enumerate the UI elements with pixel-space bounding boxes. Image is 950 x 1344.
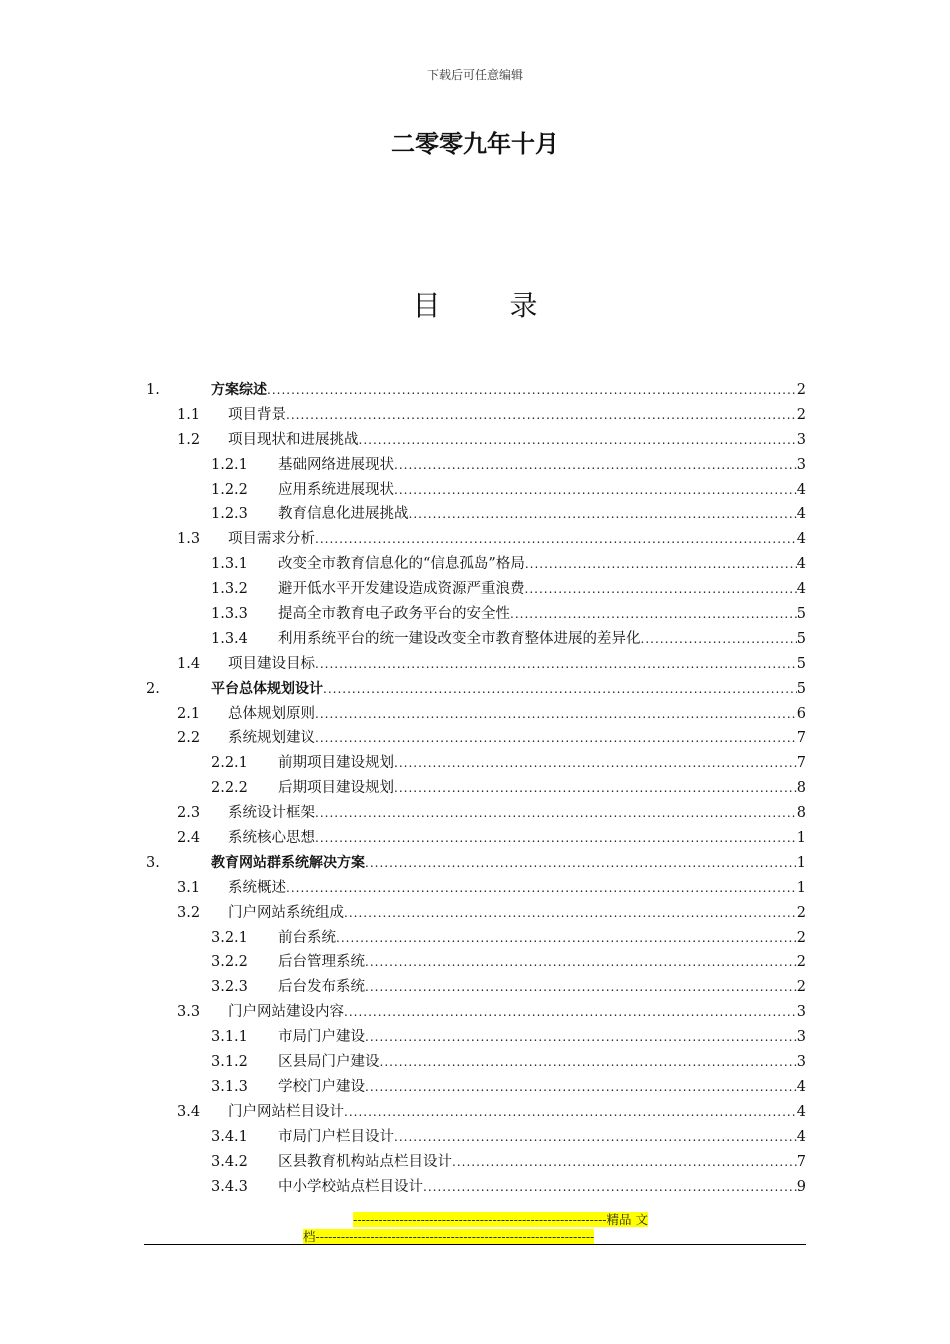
toc-entry-number: 3.1.1 xyxy=(211,1029,248,1046)
header-note: 下载后可任意编辑 xyxy=(426,68,523,82)
toc-entry-title: 市局门户栏目设计 xyxy=(278,1128,394,1145)
toc-entry[interactable] xyxy=(144,1125,806,1150)
toc-dot-leader xyxy=(394,776,797,801)
toc-entry[interactable] xyxy=(144,1050,806,1075)
toc-entry-title: 项目现状和进展挑战 xyxy=(228,431,359,448)
toc-entry-line xyxy=(278,926,806,951)
toc-entry-title: 区县教育机构站点栏目设计 xyxy=(278,1153,452,1170)
toc-entry-number: 2.1 xyxy=(177,705,201,722)
toc-dot-leader xyxy=(315,527,797,552)
toc-entry-number: 1.3.1 xyxy=(211,556,248,573)
toc-entry-line xyxy=(228,876,806,901)
toc-entry-line xyxy=(278,602,806,627)
toc-entry[interactable] xyxy=(144,502,806,527)
toc-dot-leader xyxy=(315,826,797,851)
toc-entry-line xyxy=(228,801,806,826)
toc-entry[interactable] xyxy=(144,527,806,552)
toc-entry-number: 3.3 xyxy=(177,1004,201,1021)
toc-title: 目 录 xyxy=(412,289,568,322)
toc-dot-leader xyxy=(365,975,797,1000)
toc-entry-page: 6 xyxy=(796,705,806,722)
toc-entry[interactable] xyxy=(144,403,806,428)
toc-entry-line xyxy=(228,702,806,727)
toc-entry-page: 3 xyxy=(796,456,806,473)
toc-entry-line xyxy=(228,1100,806,1125)
toc-entry-line xyxy=(278,478,806,503)
toc-entry-number: 3.2.2 xyxy=(211,954,248,971)
toc-entry-title: 方案综述 xyxy=(211,382,267,398)
toc-entry-line xyxy=(278,1150,806,1175)
toc-entry-title: 项目需求分析 xyxy=(228,531,315,548)
toc-entry-title: 门户网站栏目设计 xyxy=(228,1103,344,1120)
footer-line-2: 档------------------------------------------------------------------ xyxy=(303,1229,595,1244)
toc-entry[interactable] xyxy=(144,428,806,453)
toc-entry-page: 3 xyxy=(796,1054,806,1071)
toc-entry-line xyxy=(278,627,806,652)
toc-entry[interactable] xyxy=(144,602,806,627)
toc-dot-leader xyxy=(365,950,797,975)
toc-entry-title: 系统设计框架 xyxy=(228,805,315,822)
toc-entry-page: 4 xyxy=(796,531,806,548)
toc-entry[interactable] xyxy=(144,577,806,602)
toc-entry-number: 3.2.1 xyxy=(211,929,248,946)
toc-dot-leader xyxy=(394,751,797,776)
toc-entry-page: 7 xyxy=(796,755,806,772)
toc-entry[interactable] xyxy=(144,1175,806,1200)
toc-entry-number: 1.2.1 xyxy=(211,456,248,473)
toc-entry-page: 2 xyxy=(796,904,806,921)
toc-entry-number: 1.2 xyxy=(177,431,201,448)
toc-entry-number: 3.2.3 xyxy=(211,979,248,996)
toc-entry-number: 2.2.2 xyxy=(211,780,248,797)
toc-entry-number: 3.1.2 xyxy=(211,1054,248,1071)
toc-entry-title: 前期项目建设规划 xyxy=(278,755,394,772)
toc-entry-page: 4 xyxy=(796,581,806,598)
toc-dot-leader xyxy=(323,677,797,702)
toc-entry-title: 提高全市教育电子政务平台的安全性 xyxy=(278,606,510,623)
toc-entry-title: 平台总体规划设计 xyxy=(211,680,323,697)
toc-entry-title: 系统概述 xyxy=(228,879,286,896)
toc-entry-title: 后台发布系统 xyxy=(278,979,365,996)
toc-entry-line xyxy=(228,901,806,926)
toc-entry-page: 4 xyxy=(796,1078,806,1095)
toc-entry[interactable] xyxy=(144,677,806,702)
toc-entry-number: 1.3.3 xyxy=(211,606,248,623)
toc-dot-leader xyxy=(267,378,797,403)
toc-entry[interactable] xyxy=(144,776,806,801)
toc-dot-leader xyxy=(423,1175,797,1200)
toc-entry[interactable] xyxy=(144,926,806,951)
toc-entry-title: 系统规划建议 xyxy=(228,730,315,747)
toc-entry[interactable] xyxy=(144,1150,806,1175)
toc-entry-title: 项目建设目标 xyxy=(228,655,315,672)
toc-entry-title: 门户网站建设内容 xyxy=(228,1004,344,1021)
toc-entry-number: 1.3 xyxy=(177,531,201,548)
toc-entry-title: 中小学校站点栏目设计 xyxy=(278,1178,423,1195)
table-of-contents xyxy=(144,378,806,1199)
toc-entry-page: 7 xyxy=(796,1153,806,1170)
toc-entry-line xyxy=(278,1125,806,1150)
toc-entry-page: 1 xyxy=(796,879,806,896)
toc-entry-number: 1.3.2 xyxy=(211,581,248,598)
toc-entry[interactable] xyxy=(144,975,806,1000)
toc-dot-leader xyxy=(359,428,797,453)
toc-dot-leader xyxy=(286,876,797,901)
toc-dot-leader xyxy=(344,1000,797,1025)
toc-entry-title: 总体规划原则 xyxy=(228,705,315,722)
toc-entry-number: 3. xyxy=(146,854,160,871)
toc-entry-page: 3 xyxy=(796,431,806,448)
date-title: 二零零九年十月 xyxy=(391,130,559,158)
toc-entry[interactable] xyxy=(144,652,806,677)
toc-dot-leader xyxy=(409,502,797,527)
toc-entry[interactable] xyxy=(144,453,806,478)
toc-entry[interactable] xyxy=(144,378,806,403)
toc-entry-title: 教育信息化进展挑战 xyxy=(278,506,409,523)
toc-entry-number: 1.3.4 xyxy=(211,630,248,647)
toc-entry-line xyxy=(211,378,806,403)
toc-entry-page: 8 xyxy=(796,780,806,797)
toc-entry-page: 2 xyxy=(796,979,806,996)
toc-entry-line xyxy=(228,652,806,677)
toc-dot-leader xyxy=(394,453,797,478)
toc-entry-line xyxy=(228,726,806,751)
toc-entry-line xyxy=(278,577,806,602)
toc-entry[interactable] xyxy=(144,627,806,652)
toc-entry-number: 3.4.2 xyxy=(211,1153,248,1170)
toc-entry-page: 3 xyxy=(796,1004,806,1021)
toc-entry-title: 市局门户建设 xyxy=(278,1029,365,1046)
toc-entry-title: 区县局门户建设 xyxy=(278,1054,380,1071)
toc-dot-leader xyxy=(315,801,797,826)
toc-dot-leader xyxy=(394,1125,797,1150)
toc-dot-leader xyxy=(344,1100,797,1125)
toc-entry-title: 应用系统进展现状 xyxy=(278,481,394,498)
toc-entry[interactable] xyxy=(144,801,806,826)
toc-entry-number: 1.2.2 xyxy=(211,481,248,498)
toc-entry-line xyxy=(278,975,806,1000)
toc-entry-page: 4 xyxy=(796,1128,806,1145)
toc-entry-page: 5 xyxy=(796,630,806,647)
toc-entry-title: 后期项目建设规划 xyxy=(278,780,394,797)
toc-entry-number: 1.4 xyxy=(177,655,201,672)
toc-entry-page: 4 xyxy=(796,556,806,573)
toc-dot-leader xyxy=(344,901,797,926)
toc-dot-leader xyxy=(365,851,797,876)
toc-entry[interactable] xyxy=(144,950,806,975)
page-bottom-rule xyxy=(144,1244,806,1245)
toc-entry[interactable] xyxy=(144,1000,806,1025)
toc-entry-number: 2.4 xyxy=(177,830,201,847)
toc-entry-number: 1.2.3 xyxy=(211,506,248,523)
toc-dot-leader xyxy=(365,1025,797,1050)
toc-entry[interactable] xyxy=(144,478,806,503)
toc-entry-line xyxy=(228,826,806,851)
toc-entry[interactable] xyxy=(144,726,806,751)
toc-dot-leader xyxy=(525,552,797,577)
toc-entry-line xyxy=(228,403,806,428)
toc-entry-line xyxy=(228,527,806,552)
toc-entry-number: 2.3 xyxy=(177,805,201,822)
toc-entry-page: 5 xyxy=(796,606,806,623)
toc-entry[interactable] xyxy=(144,1075,806,1100)
toc-entry[interactable] xyxy=(144,552,806,577)
toc-entry-page: 2 xyxy=(796,929,806,946)
toc-entry-page: 5 xyxy=(796,655,806,672)
toc-entry-number: 3.2 xyxy=(177,904,201,921)
toc-entry-number: 2. xyxy=(146,680,160,697)
toc-entry-line xyxy=(278,502,806,527)
toc-entry-page: 9 xyxy=(796,1178,806,1195)
toc-entry-page: 5 xyxy=(796,680,806,697)
toc-entry-title: 项目背景 xyxy=(228,406,286,423)
toc-entry-number: 3.4.3 xyxy=(211,1178,248,1195)
toc-entry-page: 4 xyxy=(796,481,806,498)
toc-entry[interactable] xyxy=(144,901,806,926)
toc-dot-leader xyxy=(365,1075,797,1100)
toc-entry-title: 学校门户建设 xyxy=(278,1078,365,1095)
toc-entry-number: 1.1 xyxy=(177,406,201,423)
toc-entry-line xyxy=(278,1050,806,1075)
toc-entry-number: 3.4.1 xyxy=(211,1128,248,1145)
toc-entry-line xyxy=(278,776,806,801)
toc-dot-leader xyxy=(452,1150,797,1175)
toc-dot-leader xyxy=(641,627,797,652)
toc-dot-leader xyxy=(315,652,797,677)
toc-entry-page: 7 xyxy=(796,730,806,747)
toc-entry-title: 避开低水平开发建设造成资源严重浪费 xyxy=(278,581,525,598)
toc-entry-number: 2.2.1 xyxy=(211,755,248,772)
toc-entry-page: 4 xyxy=(796,1103,806,1120)
toc-entry-page: 1 xyxy=(796,830,806,847)
toc-entry-line xyxy=(278,1175,806,1200)
toc-entry-page: 1 xyxy=(796,854,806,871)
toc-entry[interactable] xyxy=(144,876,806,901)
toc-entry[interactable] xyxy=(144,826,806,851)
toc-dot-leader xyxy=(394,478,797,503)
toc-entry[interactable] xyxy=(144,751,806,776)
toc-entry-page: 3 xyxy=(796,1029,806,1046)
toc-entry-page: 2 xyxy=(796,406,806,423)
toc-entry[interactable] xyxy=(144,702,806,727)
toc-entry-line xyxy=(228,428,806,453)
toc-entry-number: 3.1.3 xyxy=(211,1078,248,1095)
toc-entry-number: 3.1 xyxy=(177,879,201,896)
toc-entry-page: 4 xyxy=(796,506,806,523)
toc-entry-title: 利用系统平台的统一建设改变全市教育整体进展的差异化 xyxy=(278,630,641,647)
toc-entry[interactable] xyxy=(144,1025,806,1050)
toc-entry-number: 3.4 xyxy=(177,1103,201,1120)
toc-entry[interactable] xyxy=(144,851,806,876)
toc-entry-line xyxy=(278,453,806,478)
toc-entry-title: 后台管理系统 xyxy=(278,954,365,971)
toc-dot-leader xyxy=(315,726,797,751)
toc-entry-title: 教育网站群系统解决方案 xyxy=(211,854,365,871)
toc-dot-leader xyxy=(380,1050,797,1075)
toc-entry-number: 2.2 xyxy=(177,730,201,747)
toc-entry-line xyxy=(278,751,806,776)
toc-dot-leader xyxy=(336,926,797,951)
toc-dot-leader xyxy=(525,577,797,602)
toc-entry-line xyxy=(278,950,806,975)
toc-entry-line xyxy=(211,677,806,702)
toc-entry-title: 基础网络进展现状 xyxy=(278,456,394,473)
toc-entry-page: 2 xyxy=(796,954,806,971)
toc-entry-line xyxy=(278,552,806,577)
toc-entry-line xyxy=(228,1000,806,1025)
toc-entry-page: 2 xyxy=(796,382,806,398)
toc-entry[interactable] xyxy=(144,1100,806,1125)
toc-entry-line xyxy=(278,1025,806,1050)
toc-dot-leader xyxy=(286,403,797,428)
toc-entry-title: 前台系统 xyxy=(278,929,336,946)
toc-dot-leader xyxy=(510,602,797,627)
toc-entry-page: 8 xyxy=(796,805,806,822)
toc-entry-line xyxy=(278,1075,806,1100)
footer-line-1: ------------------------------------------------------------精品 文 xyxy=(353,1212,648,1227)
toc-dot-leader xyxy=(315,702,797,727)
toc-entry-title: 改变全市教育信息化的“信息孤岛”格局 xyxy=(278,556,525,573)
toc-entry-line xyxy=(211,851,806,876)
toc-entry-title: 门户网站系统组成 xyxy=(228,904,344,921)
toc-entry-number: 1. xyxy=(146,382,160,398)
footer-watermark xyxy=(303,1211,648,1245)
toc-entry-title: 系统核心思想 xyxy=(228,830,315,847)
